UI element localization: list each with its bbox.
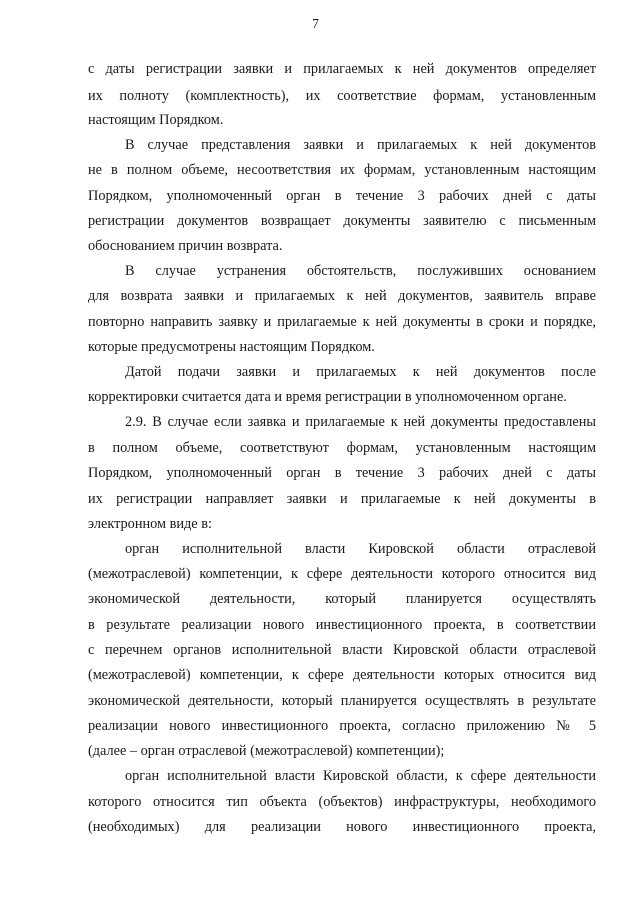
text-line: настоящим Порядком. <box>88 112 224 128</box>
text-line: реализации нового инвестиционного проекта, согласно приложению № 5 <box>88 718 596 734</box>
text-line: с даты регистрации заявки и прилагаемых к ней документов определяет <box>88 61 596 77</box>
text-line: регистрации документов возвращает документы заявителю с письменным <box>88 213 596 229</box>
page-number: 7 <box>312 16 319 31</box>
text-line: корректировки считается дата и время регистрации в уполномоченном органе. <box>88 389 567 405</box>
text-line: их регистрации направляет заявки и прилагаемые к ней документы в <box>88 491 596 507</box>
text-line: В случае представления заявки и прилагаемых к ней документов <box>125 137 596 153</box>
text-line: (необходимых) для реализации нового инвестиционного проекта, <box>88 819 596 835</box>
text-line: в результате реализации нового инвестиционного проекта, в соответствии <box>88 617 596 633</box>
text-line: в полном объеме, соответствуют формам, установленным настоящим <box>88 440 596 456</box>
text-line: экономической деятельности, который планируется осуществлять <box>88 591 596 607</box>
text-line: которого относится тип объекта (объектов) инфраструктуры, необходимого <box>88 794 596 810</box>
text-line: В случае устранения обстоятельств, послуживших основанием <box>125 263 596 279</box>
text-line: не в полном объеме, несоответствия их формам, установленным настоящим <box>88 162 596 178</box>
text-line: их полноту (комплектность), их соответствие формам, установленным <box>88 88 596 104</box>
text-line: экономической деятельности, который планируется осуществлять в результате <box>88 693 596 709</box>
text-line: которые предусмотрены настоящим Порядком. <box>88 339 375 355</box>
text-line: (межотраслевой) компетенции, к сфере деятельности которого относится вид <box>88 566 596 582</box>
text-line: Порядком, уполномоченный орган в течение 3 рабочих дней с даты <box>88 465 596 481</box>
text-line: для возврата заявки и прилагаемых к ней документов, заявитель вправе <box>88 288 596 304</box>
text-line: Порядком, уполномоченный орган в течение 3 рабочих дней с даты <box>88 188 596 204</box>
text-line: электронном виде в: <box>88 516 212 532</box>
text-line: Датой подачи заявки и прилагаемых к ней документов после <box>125 364 596 380</box>
text-line: орган исполнительной власти Кировской области отраслевой <box>125 541 596 557</box>
text-line: повторно направить заявку и прилагаемые к ней документы в сроки и порядке, <box>88 314 596 330</box>
text-line: с перечнем органов исполнительной власти Кировской области отраслевой <box>88 642 596 658</box>
text-line: (межотраслевой) компетенции, к сфере деятельности которых относится вид <box>88 667 596 683</box>
text-line: орган исполнительной власти Кировской области, к сфере деятельности <box>125 768 596 784</box>
text-line: обоснованием причин возврата. <box>88 238 283 254</box>
text-line: (далее – орган отраслевой (межотраслевой) компетенции); <box>88 743 445 759</box>
text-line: 2.9. В случае если заявка и прилагаемые к ней документы предоставлены <box>125 414 596 430</box>
